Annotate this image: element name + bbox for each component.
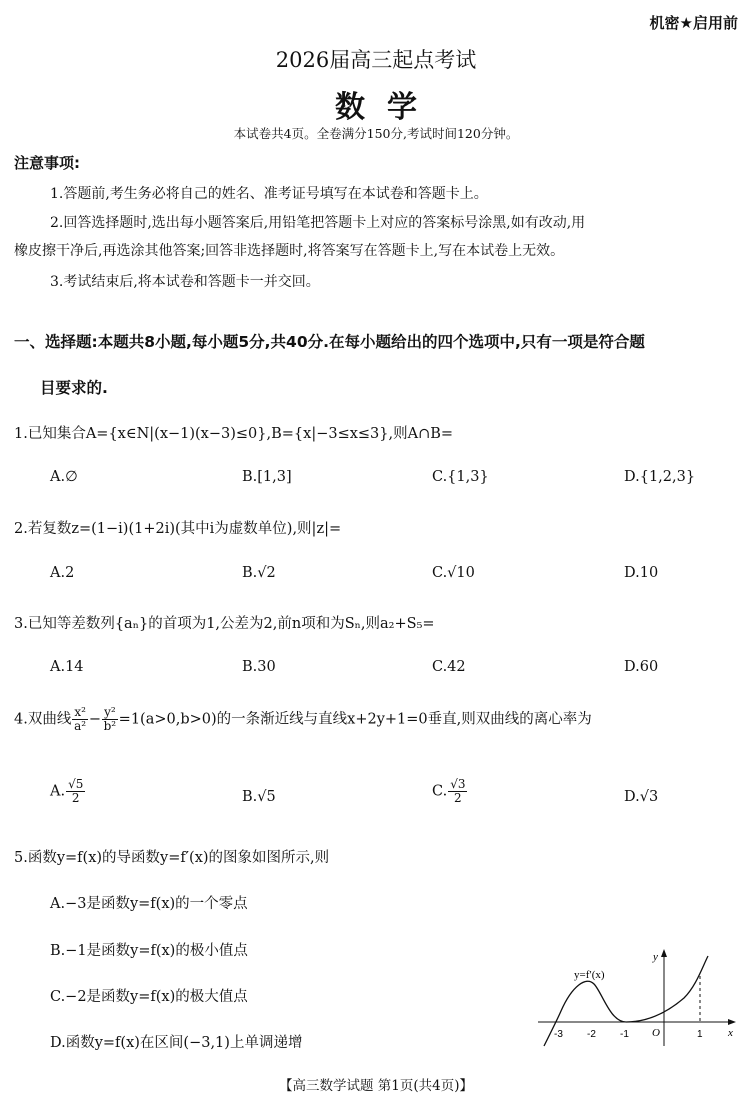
question-1-option-c: C.{1,3}	[432, 469, 489, 485]
x-axis-label: x	[728, 1027, 733, 1039]
exam-info: 本试卷共4页。全卷满分150分,考试时间120分钟。	[233, 126, 519, 141]
fraction-sqrt5-over-2: $\frac{√5}{2}$	[68, 777, 84, 806]
question-1-option-a: A.∅	[50, 469, 78, 485]
question-4-option-a: A. $\frac{√5}{2}$	[50, 777, 84, 806]
section-heading-line-2: 目要求的.	[40, 379, 108, 397]
notice-item-2-line-1: 2.回答选择题时,选出每小题答案后,用铅笔把答题卡上对应的答案标号涂黑,如有改动,用	[50, 215, 586, 231]
x-axis-arrow	[728, 1019, 736, 1025]
question-4-stem-suffix: =1(a>0,b>0)的一条渐近线与直线x+2y+1=0垂直,则双曲线的离心率为	[118, 711, 592, 728]
notice-heading: 注意事项:	[14, 154, 80, 172]
question-2-option-c: C.√10	[432, 565, 475, 581]
minus-sign: −	[88, 711, 102, 728]
question-5-option-a: A.−3是函数y=f(x)的一个零点	[50, 896, 248, 912]
y-axis-arrow	[661, 949, 667, 957]
question-5-option-d: D.函数y=f(x)在区间(−3,1)上单调递增	[50, 1035, 303, 1051]
question-4-option-d: D.√3	[624, 789, 659, 805]
question-3-option-c: C.42	[432, 659, 466, 675]
question-2-option-a: A.2	[50, 565, 75, 581]
notice-item-3: 3.考试结束后,将本试卷和答题卡一并交回。	[50, 274, 320, 290]
question-3-option-b: B.30	[242, 659, 276, 675]
tick-label-neg3: -3	[554, 1029, 563, 1040]
question-2-option-b: B.√2	[242, 565, 276, 581]
fraction-y2-over-b2: $\frac{\text{y²}}{\text{b²}}$	[103, 705, 117, 734]
question-1-stem: 1.已知集合A={x∈N|(x−1)(x−3)≤0},B={x|−3≤x≤3},则A∩B=	[14, 426, 454, 442]
page-footer: 【高三数学试题 第1页(共4页)】	[278, 1078, 473, 1094]
confidential-label: 机密★启用前	[649, 14, 738, 32]
question-3-stem: 3.已知等差数列{aₙ}的首项为1,公差为2,前n项和为Sₙ,则a₂+S₅=	[14, 616, 435, 632]
exam-title: 2026届高三起点考试	[275, 48, 477, 72]
question-2-stem: 2.若复数z=(1−i)(1+2i)(其中i为虚数单位),则|z|=	[14, 521, 342, 537]
question-5-option-c: C.−2是函数y=f(x)的极大值点	[50, 989, 248, 1005]
question-4-option-b: B.√5	[242, 789, 276, 805]
notice-item-2-line-2: 橡皮擦干净后,再选涂其他答案;回答非选择题时,将答案写在答题卡上,写在本试卷上无效。	[14, 243, 565, 259]
question-4-stem-prefix: 4.双曲线	[14, 711, 72, 728]
y-axis-label: y	[653, 951, 658, 963]
question-5-stem: 5.函数y=f(x)的导函数y=f′(x)的图象如图所示,则	[14, 850, 330, 866]
fraction-x2-over-a2: $\frac{\text{x²}}{\text{a²}}$	[74, 705, 87, 734]
question-3-option-a: A.14	[50, 659, 84, 675]
section-heading-line-1: 一、选择题:本题共8小题,每小题5分,共40分.在每小题给出的四个选项中,只有一项是符合题	[14, 333, 645, 351]
question-1-option-b: B.[1,3]	[242, 469, 292, 485]
question-4-stem	[14, 706, 592, 733]
origin-label: O	[652, 1027, 660, 1039]
question-3-option-d: D.60	[624, 659, 659, 675]
fraction-sqrt3-over-2: $\frac{√3}{2}$	[450, 777, 466, 806]
question-5-option-b: B.−1是函数y=f(x)的极小值点	[50, 943, 248, 959]
tick-label-neg2: -2	[587, 1029, 596, 1040]
question-1-option-d: D.{1,2,3}	[624, 469, 696, 485]
curve-label: y=f′(x)	[574, 969, 605, 981]
subject-title: 数学	[335, 90, 439, 125]
question-4-option-c: C. $\frac{√3}{2}$	[432, 777, 466, 806]
tick-label-neg1: -1	[620, 1029, 629, 1040]
derivative-graph	[534, 946, 740, 1050]
question-2-option-d: D.10	[624, 565, 659, 581]
tick-label-1: 1	[697, 1029, 703, 1040]
notice-item-1: 1.答题前,考生务必将自己的姓名、准考证号填写在本试卷和答题卡上。	[50, 186, 488, 202]
